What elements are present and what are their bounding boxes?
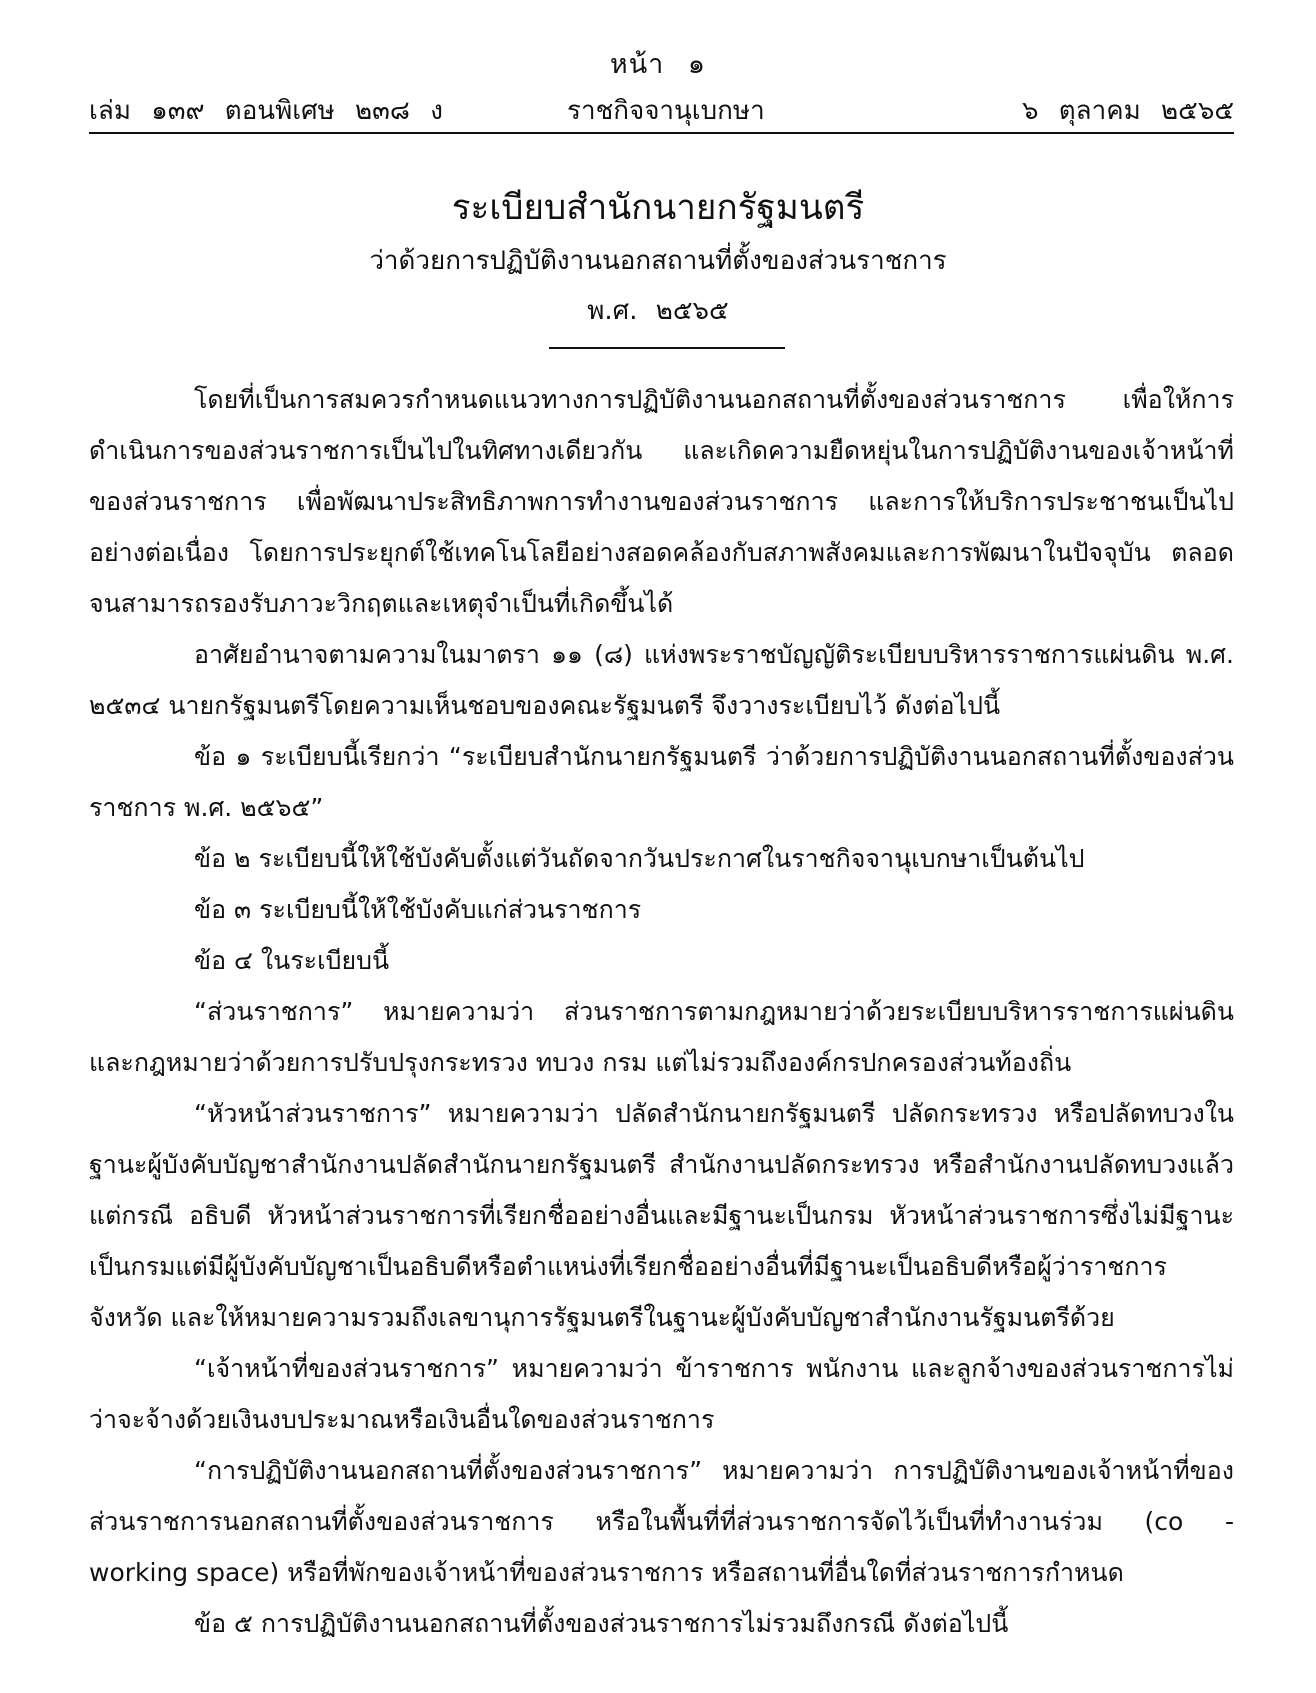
- clause-2: ข้อ ๒ ระเบียบนี้ให้ใช้บังคับตั้งแต่วันถัดจากวันประกาศในราชกิจจานุเบกษาเป็นต้นไป: [194, 844, 1085, 873]
- definition-agency: “ส่วนราชการ” หมายความว่า ส่วนราชการตามกฎหมายว่าด้วยระเบียบบริหารราชการแผ่นดินและกฎหมายว่าด้วยการปรับปรุงกระทรวง ทบวง กรม แต่ไม่รวมถึงองค์กรปกครองส่วนท้องถิ่น: [89, 997, 1234, 1077]
- volume-issue: เล่ม ๑๓๙ ตอนพิเศษ ๒๓๘ ง: [89, 96, 443, 126]
- document-body: [89, 374, 1234, 1649]
- definition-agency-head: “หัวหน้าส่วนราชการ” หมายความว่า ปลัดสำนักนายกรัฐมนตรี ปลัดกระทรวง หรือปลัดทบวงในฐานะผู้บังคับบัญชาสำนักงานปลัดสำนักนายกรัฐมนตรี สำนักงานปลัดกระทรวง หรือสำนักงานปลัดทบวงแล้วแต่กรณี อธิบดี หัวหน้าส่วนราชการที่เรียกชื่ออย่างอื่นและมีฐานะเป็นกรม หัวหน้าส่วนราชการซึ่งไม่มีฐานะเป็นกรมแต่มีผู้บังคับบัญชาเป็นอธิบดีหรือตำแหน่งที่เรียกชื่ออย่างอื่นที่มีฐานะเป็นอธิบดีหรือผู้ว่าราชการจังหวัด และให้หมายความรวมถึงเลขานุการรัฐมนตรีในฐานะผู้บังคับบัญชาสำนักงานรัฐมนตรีด้วย: [89, 1099, 1234, 1332]
- document-year: พ.ศ. ๒๕๖๕: [587, 296, 729, 326]
- header-divider: [89, 132, 1234, 134]
- clause-3: ข้อ ๓ ระเบียบนี้ให้ใช้บังคับแก่ส่วนราชการ: [194, 895, 642, 924]
- document-title: ระเบียบสำนักนายกรัฐมนตรี: [451, 188, 865, 228]
- definition-officer: “เจ้าหน้าที่ของส่วนราชการ” หมายความว่า ข้าราชการ พนักงาน และลูกจ้างของส่วนราชการไม่ว่าจะจ้างด้วยเงินงบประมาณหรือเงินอื่นใดของส่วนราชการ: [89, 1354, 1234, 1434]
- clause-4: ข้อ ๔ ในระเบียบนี้: [194, 946, 390, 975]
- definition-offsite-work: “การปฏิบัติงานนอกสถานที่ตั้งของส่วนราชการ” หมายความว่า การปฏิบัติงานของเจ้าหน้าที่ของส่วนราชการนอกสถานที่ตั้งของส่วนราชการ หรือในพื้นที่ที่ส่วนราชการจัดไว้เป็นที่ทำงานร่วม (co - working space) หรือที่พักของเจ้าหน้าที่ของส่วนราชการ หรือสถานที่อื่นใดที่ส่วนราชการกำหนด: [89, 1456, 1234, 1587]
- clause-1: ข้อ ๑ ระเบียบนี้เรียกว่า “ระเบียบสำนักนายกรัฐมนตรี ว่าด้วยการปฏิบัติงานนอกสถานที่ตั้งของส่วนราชการ พ.ศ. ๒๕๖๕”: [89, 742, 1234, 822]
- document-subtitle: ว่าด้วยการปฏิบัติงานนอกสถานที่ตั้งของส่วนราชการ: [369, 246, 947, 276]
- title-divider: [549, 347, 785, 349]
- publication-name: ราชกิจจานุเบกษา: [567, 96, 765, 126]
- authority-paragraph: อาศัยอำนาจตามความในมาตรา ๑๑ (๘) แห่งพระราชบัญญัติระเบียบบริหารราชการแผ่นดิน พ.ศ. ๒๕๓๔ นายกรัฐมนตรีโดยความเห็นชอบของคณะรัฐมนตรี จึงวางระเบียบไว้ ดังต่อไปนี้: [89, 640, 1234, 720]
- publication-date: ๖ ตุลาคม ๒๕๖๕: [1022, 96, 1234, 126]
- page-number: หน้า ๑: [609, 49, 707, 80]
- clause-5: ข้อ ๕ การปฏิบัติงานนอกสถานที่ตั้งของส่วนราชการไม่รวมถึงกรณี ดังต่อไปนี้: [194, 1609, 1009, 1638]
- gazette-header: [89, 90, 1234, 130]
- preamble-paragraph: โดยที่เป็นการสมควรกำหนดแนวทางการปฏิบัติงานนอกสถานที่ตั้งของส่วนราชการ เพื่อให้การดำเนินการของส่วนราชการเป็นไปในทิศทางเดียวกัน และเกิดความยืดหยุ่นในการปฏิบัติงานของเจ้าหน้าที่ของส่วนราชการ เพื่อพัฒนาประสิทธิภาพการทำงานของส่วนราชการ และการให้บริการประชาชนเป็นไปอย่างต่อเนื่อง โดยการประยุกต์ใช้เทคโนโลยีอย่างสอดคล้องกับสภาพสังคมและการพัฒนาในปัจจุบัน ตลอดจนสามารถรองรับภาวะวิกฤตและเหตุจำเป็นที่เกิดขึ้นได้: [89, 385, 1234, 618]
